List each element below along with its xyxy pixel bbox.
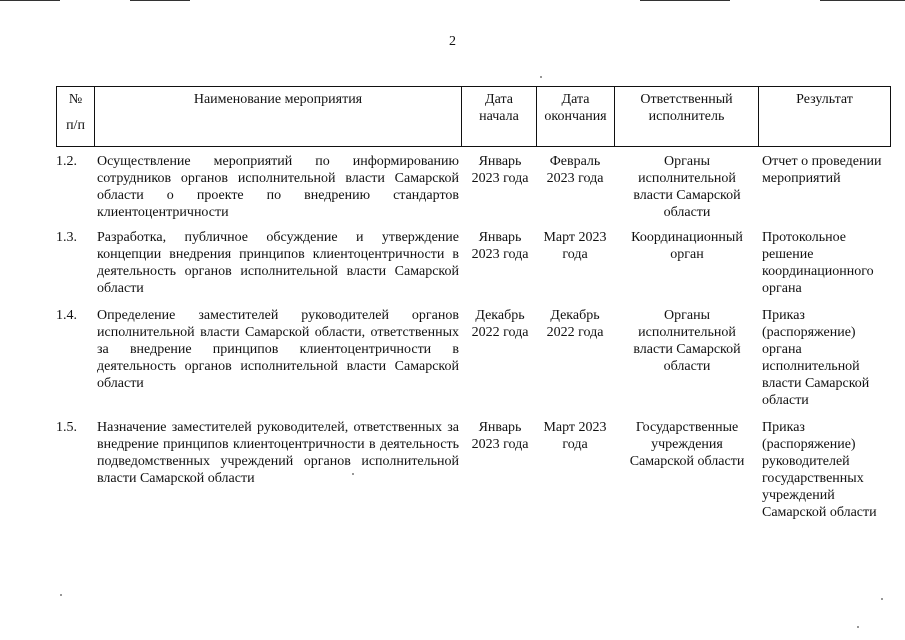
row-name: Осуществление мероприятий по информированию сотрудников органов исполнительной власти Самарской области о проекте по внедрению стандартов клиентоцентричности — [97, 154, 459, 220]
table-header — [56, 86, 891, 147]
row-end: Декабрь 2022 года — [546, 308, 604, 340]
row-name: Определение заместителей руководителей органов исполнительной власти Самарской области, ответственных за внедрение принципов клиентоцентричности в деятельность органов исполнительной власти Самарской области — [97, 308, 459, 391]
header-start: Дата начала — [462, 87, 537, 147]
row-start: Декабрь 2022 года — [471, 308, 529, 340]
row-name: Разработка, публичное обсуждение и утверждение концепции внедрения принципов клиентоцентричности в деятельность органов исполнительной власти Самарской области — [97, 230, 459, 296]
header-end: Дата окончания — [537, 87, 615, 147]
row-end: Март 2023 года — [543, 420, 607, 452]
scan-speck — [857, 626, 859, 628]
row-name: Назначение заместителей руководителей, ответственных за внедрение принципов клиентоцентричности в деятельность подведомственных учреждений органов исполнительной власти Самарской области — [97, 420, 459, 486]
row-result: Приказ (распоряжение) органа исполнительной власти Самарской области — [762, 308, 870, 408]
header-number — [57, 87, 95, 147]
header-result: Результат — [759, 87, 891, 147]
page-number: 2 — [449, 34, 456, 49]
row-responsible: Координационный орган — [631, 230, 743, 262]
row-responsible: Органы исполнительной власти Самарской области — [633, 308, 741, 374]
row-number: 1.5. — [56, 420, 77, 435]
row-responsible: Органы исполнительной власти Самарской области — [633, 154, 741, 220]
row-start: Январь 2023 года — [471, 154, 529, 186]
row-result: Отчет о проведении мероприятий — [762, 154, 882, 186]
scan-speck — [60, 594, 62, 596]
row-end: Февраль 2023 года — [546, 154, 604, 186]
header-number-bottom: п/п — [66, 118, 85, 133]
scan-edge-line — [640, 0, 730, 1]
scan-speck — [540, 76, 542, 78]
header-responsible: Ответственный исполнитель — [615, 87, 759, 147]
scan-speck — [881, 598, 883, 600]
row-number: 1.2. — [56, 154, 77, 169]
header-number-top: № — [68, 92, 83, 107]
row-result: Приказ (распоряжение) руководителей государственных учреждений Самарской области — [762, 420, 877, 520]
scan-edge-line — [820, 0, 905, 1]
row-number: 1.4. — [56, 308, 77, 323]
row-number: 1.3. — [56, 230, 77, 245]
header-name: Наименование мероприятия — [95, 87, 462, 147]
scan-edge-line — [0, 0, 60, 1]
row-start: Январь 2023 года — [471, 230, 529, 262]
row-responsible: Государственные учреждения Самарской области — [629, 420, 745, 469]
row-start: Январь 2023 года — [471, 420, 529, 452]
scan-edge-line — [130, 0, 190, 1]
row-end: Март 2023 года — [543, 230, 607, 262]
row-result: Протокольное решение координационного органа — [762, 230, 874, 296]
